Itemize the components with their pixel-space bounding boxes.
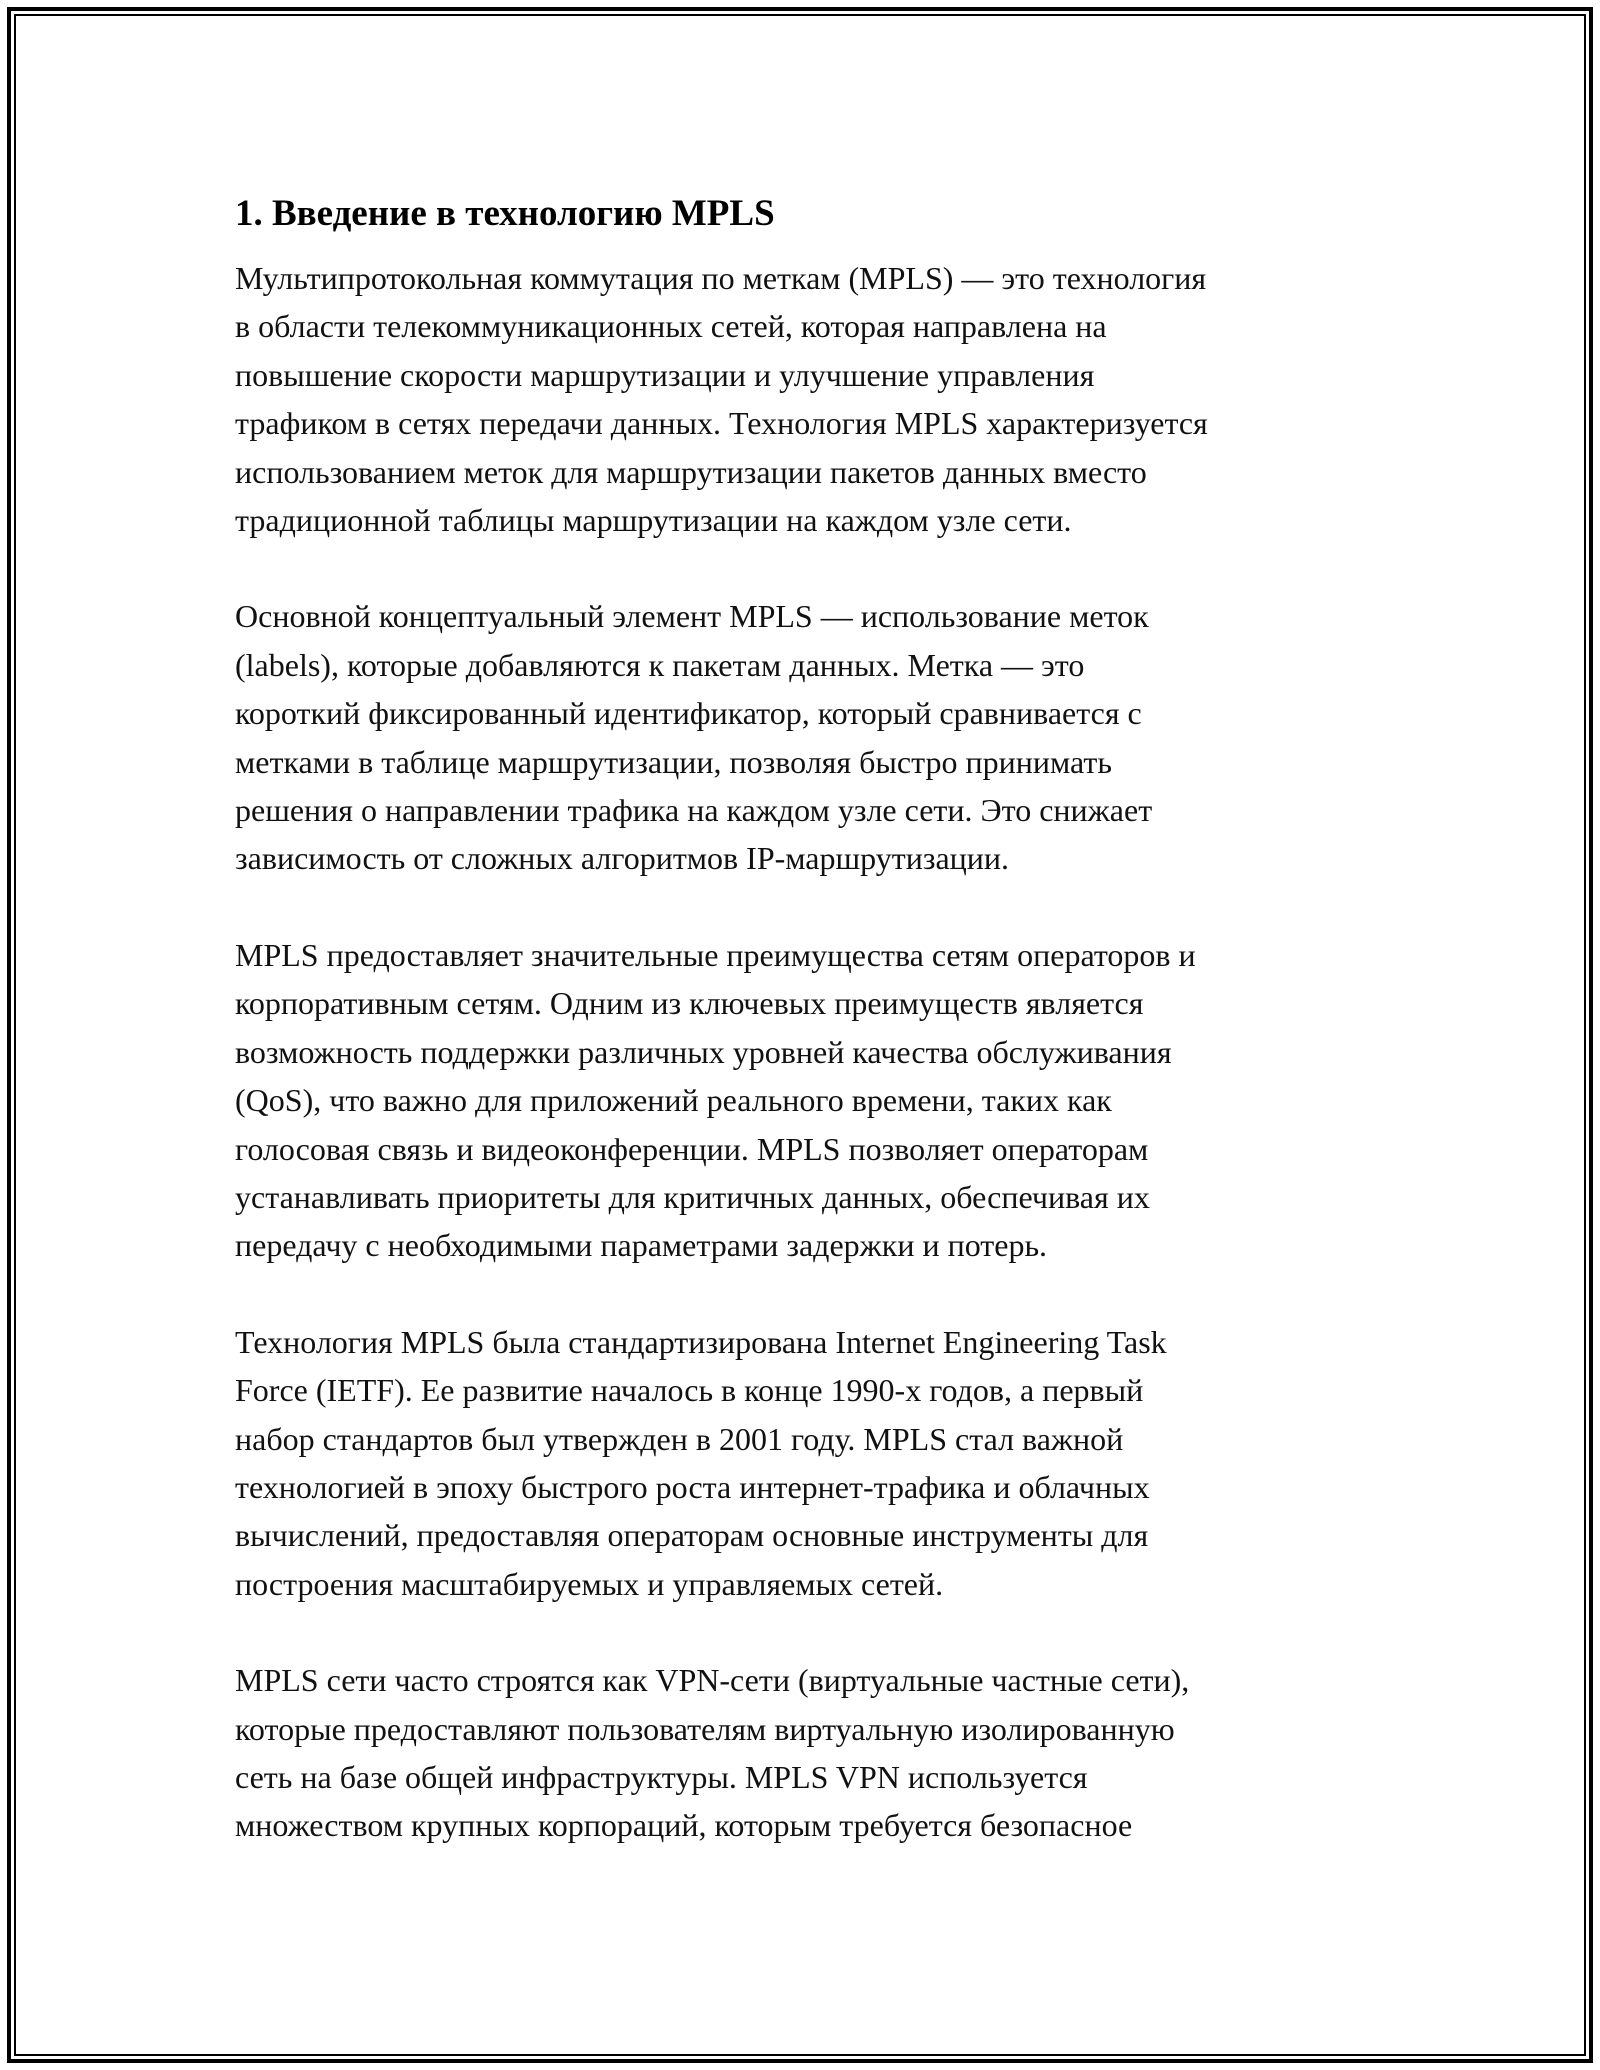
- section-heading: 1. Введение в технологию MPLS: [235, 193, 775, 234]
- paragraph-vpn: MPLS сети часто строятся как VPN-сети (виртуальные частные сети), которые предоставляют пользователям виртуальную изолированную сеть на базе общей инфраструктуры. MPLS VPN используется множеством крупных корпораций, которым требуется безопасное: [235, 1662, 1190, 1844]
- paragraph-intro: Мультипротокольная коммутация по меткам (MPLS) — это технология в области телекоммуникационных сетей, которая направлена на повышение скорости маршрутизации и улучшение управления трафиком в сетях передачи данных. Технология MPLS характеризуется использованием меток для маршрутизации пакетов данных вместо традиционной таблицы маршрутизации на каждом узле сети.: [235, 260, 1208, 539]
- document-body: [235, 188, 1375, 1850]
- paragraph-advantages: MPLS предоставляет значительные преимущества сетям операторов и корпоративным сетям. Одним из ключевых преимуществ является возможность поддержки различных уровней качества обслуживания (QoS), что важно для приложений реального времени, таких как голосовая связь и видеоконференции. MPLS позволяет операторам устанавливать приоритеты для критичных данных, обеспечивая их передачу с необходимыми параметрами задержки и потерь.: [235, 936, 1196, 1264]
- paragraph-labels: Основной концептуальный элемент MPLS — использование меток (labels), которые добавляются к пакетам данных. Метка — это короткий фиксированный идентификатор, который сравнивается с метками в таблице маршрутизации, позволяя быстро принимать решения о направлении трафика на каждом узле сети. Это снижает зависимость от сложных алгоритмов IP-маршрутизации.: [235, 598, 1153, 877]
- paragraph-standardization: Технология MPLS была стандартизирована Internet Engineering Task Force (IETF). Ее развитие началось в конце 1990-х годов, а первый набор стандартов был утвержден в 2001 году. MPLS стал важной технологией в эпоху быстрого роста интернет-трафика и облачных вычислений, предоставляя операторам основные инструменты для построения масштабируемых и управляемых сетей.: [235, 1323, 1167, 1602]
